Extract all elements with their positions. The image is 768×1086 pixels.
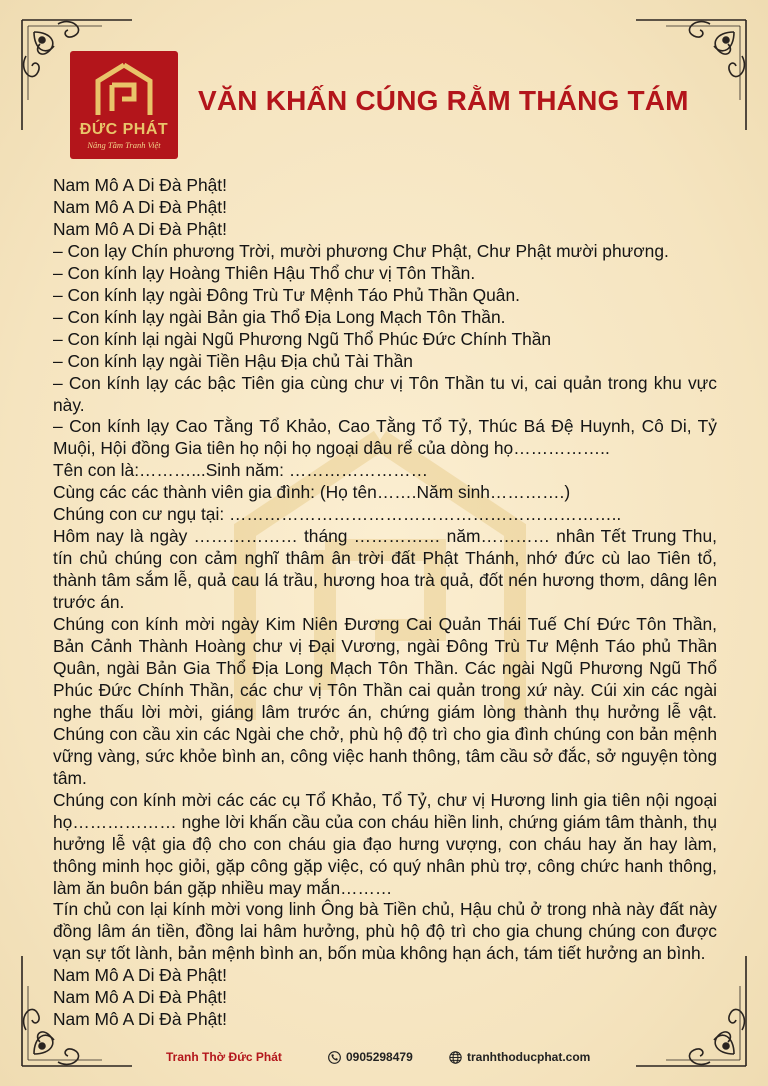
globe-icon	[449, 1051, 462, 1064]
text-line: – Con kính lạy ngài Đông Trù Tư Mệnh Táo Phủ Thần Quân.	[53, 284, 520, 305]
logo-mark-icon	[94, 61, 154, 119]
text-line: – Con kính lại ngài Ngũ Phương Ngũ Thổ Phúc Đức Chính Thần	[53, 328, 552, 349]
address-line: Chúng con cư ngụ tại: …………………………………………………………..	[53, 504, 622, 525]
closing-line: Nam Mô A Di Đà Phật!	[53, 965, 227, 986]
footer-company: Tranh Thờ Đức Phát	[166, 1050, 282, 1064]
phone-number: 0905298479	[346, 1050, 413, 1064]
paragraph: Chúng con kính mời các các cụ Tổ Khảo, Tổ Tỷ, chư vị Hương linh gia tiên nội ngoại họ……………… nghe lời khấn cầu của con cháu hiền linh, chứng giám tâm thành, thụ hưởng lễ vật gia độ cho con cháu gia đạo hưng vượng, con cháu hay ăn hay làm, thông minh học giỏi, gặp công gặp việc, có quý nhân phù trợ, công chức hanh thông, làm ăn buôn bán gặp nhiều may mắn………	[53, 789, 717, 898]
text-line: – Con kính lạy Hoàng Thiên Hậu Thổ chư vị Tôn Thần.	[53, 262, 476, 283]
website-link: tranhthoducphat.com	[467, 1050, 591, 1064]
paragraph: – Con kính lạy Cao Tằng Tổ Khảo, Cao Tằng Tổ Tỷ, Thúc Bá Đệ Huynh, Cô Di, Tỷ Muội, Hội đồng Gia tiên họ nội họ ngoại dâu rể của dòng họ……………..	[53, 416, 717, 459]
brand-slogan: Nâng Tầm Tranh Việt	[87, 140, 161, 150]
footer-website[interactable]	[449, 1050, 590, 1064]
brand-logo	[70, 51, 178, 159]
brand-name: ĐỨC PHÁT	[79, 121, 169, 138]
closing-line: Nam Mô A Di Đà Phật!	[53, 1009, 227, 1030]
footer-phone[interactable]	[328, 1050, 413, 1064]
closing-line: Nam Mô A Di Đà Phật!	[53, 987, 227, 1008]
text-line: Nam Mô A Di Đà Phật!	[53, 218, 227, 239]
name-line: Tên con là:………...Sinh năm: ……………………	[53, 460, 428, 481]
text-line: – Con lạy Chín phương Trời, mười phương Chư Phật, Chư Phật mười phương.	[53, 240, 669, 261]
text-line: – Con kính lạy ngài Tiền Hậu Địa chủ Tài Thần	[53, 350, 413, 371]
paragraph: – Con kính lạy các bậc Tiên gia cùng chư vị Tôn Thần tu vi, cai quản trong khu vực này.	[53, 372, 717, 415]
paragraph: Tín chủ con lại kính mời vong linh Ông bà Tiền chủ, Hậu chủ ở trong nhà này đất này đồng lâm án tiền, đồng lai hâm hưởng, phù hộ độ trì cho gia chung chúng con được vạn sự tốt lành, bản mệnh bình an, bốn mùa không hạn ách, tám tiết hưởng an bình.	[53, 899, 717, 964]
text-line: Nam Mô A Di Đà Phật!	[53, 196, 227, 217]
corner-ornament-top-right	[626, 10, 756, 140]
phone-icon	[328, 1051, 341, 1064]
footer	[0, 1050, 768, 1070]
text-line: – Con kính lạy ngài Bản gia Thổ Địa Long Mạch Tôn Thần.	[53, 306, 506, 327]
prayer-text	[53, 175, 717, 1031]
paragraph: Hôm nay là ngày ……………… tháng …………… năm………… nhân Tết Trung Thu, tín chủ chúng con cảm nghĩ thâm ân trời đất Phật Thánh, nhớ đức cù lao Tiên tổ, thành tâm sắm lễ, quả cau lá trầu, hương hoa trà quả, đốt nén hương thơm, dâng lên trước án.	[53, 526, 717, 613]
text-line: Nam Mô A Di Đà Phật!	[53, 175, 227, 195]
page-title: VĂN KHẤN CÚNG RẰM THÁNG TÁM	[198, 85, 689, 116]
family-line: Cùng các các thành viên gia đình: (Họ tên…….Năm sinh………….)	[53, 482, 571, 503]
paragraph: Chúng con kính mời ngày Kim Niên Đương Cai Quản Thái Tuế Chí Đức Tôn Thần, Bản Cảnh Thành Hoàng chư vị Đại Vương, ngài Đông Trù Tư Mệnh Táo phủ Thần Quân, ngài Bản Gia Thổ Địa Long Mạch Tôn Thần. Các ngài Ngũ Phương Ngũ Thổ Phúc Đức Chính Thần, các chư vị Tôn Thần cai quản trong xứ này. Cúi xin các ngài nghe thấu lời mời, giáng lâm trước án, chứng giám lòng thành thụ hưởng lễ vật. Chúng con cầu xin các Ngài che chở, phù hộ độ trì cho gia đình chúng con bản mệnh vững vàng, sức khỏe bình an, công việc hanh thông, tâm cầu sở đắc, sở nguyện tòng tâm.	[53, 614, 717, 788]
